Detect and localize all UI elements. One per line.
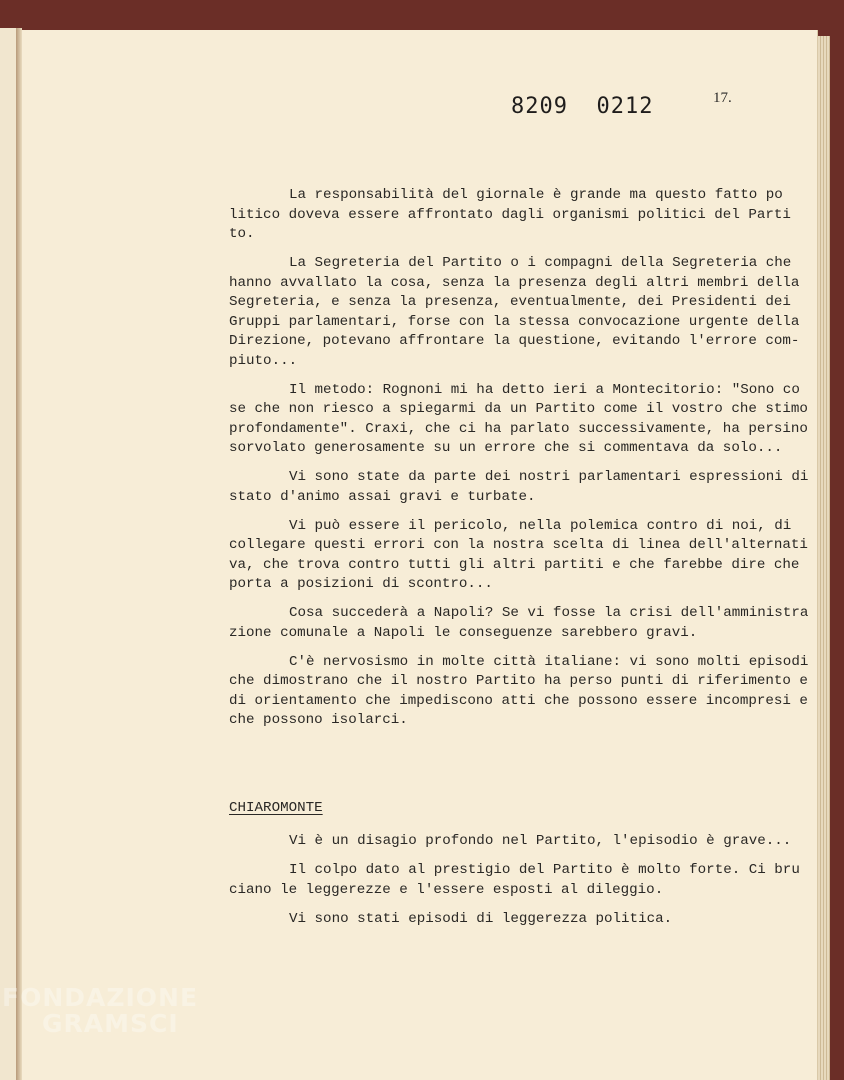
paragraph-4: Vi sono state da parte dei nostri parlamentari espressioni di stato d'animo assai gravi e turbate. [229,469,809,505]
page-number: 17. [713,90,732,106]
paragraph-3: Il metodo: Rognoni mi ha detto ieri a Montecitorio: "Sono co se che non riesco a spiegarmi da un Partito come il vostro che stimo profondamente". Craxi, che ci ha parlato successivamente, ha persino sorvolato generosamente su un errore che si commentava da solo... [229,381,808,456]
speaker-heading: CHIAROMONTE [229,800,323,816]
watermark-line-2: GRAMSCI [42,1009,179,1038]
page-stack-edge [818,36,830,1080]
previous-page-edge [0,28,16,1080]
paragraph-2: La Segreteria del Partito o i compagni della Segreteria che hanno avvallato la cosa, senza la presenza degli altri membri della Segreteria, e senza la presenza, eventualmente, dei Presidenti dei Gruppi parlamentari, forse con la stessa convocazione urgente della Direzione, potevano affrontare la questione, evitando l'errore com- piuto... [229,255,800,369]
section-paragraph-3: Vi sono stati episodi di leggerezza politica. [289,910,673,927]
paragraph-5: Vi può essere il pericolo, nella polemica contro di noi, di collegare questi errori con la nostra scelta di linea dell'alternati va, che trova contro tutti gli altri partiti e che farebbe dire che porta a posizioni di scontro... [229,517,808,592]
fondazione-gramsci-watermark [2,985,198,1037]
section-paragraph-1: Vi è un disagio profondo nel Partito, l'episodio è grave... [289,833,792,849]
watermark-line-1: FONDAZIONE [2,983,199,1012]
document-body [229,186,809,740]
speaker-section-body [229,832,800,939]
section-paragraph-2: Il colpo dato al prestigio del Partito è molto forte. Ci bru ciano le leggerezze e l'essere esposti al dileggio. [229,862,800,898]
paragraph-6: Cosa succederà a Napoli? Se vi fosse la crisi dell'amministra zione comunale a Napoli le conseguenze sarebbero gravi. [229,605,809,641]
paragraph-1: La responsabilità del giornale è grande ma questo fatto po litico doveva essere affrontato dagli organismi politici del Parti to. [229,187,791,242]
archive-number: 8209 0212 [511,94,654,119]
paragraph-7: C'è nervosismo in molte città italiane: vi sono molti episodi che dimostrano che il nostro Partito ha perso punti di riferimento e di orientamento che impediscono atti che possono essere incompresi e che possono isolarci. [229,653,809,728]
